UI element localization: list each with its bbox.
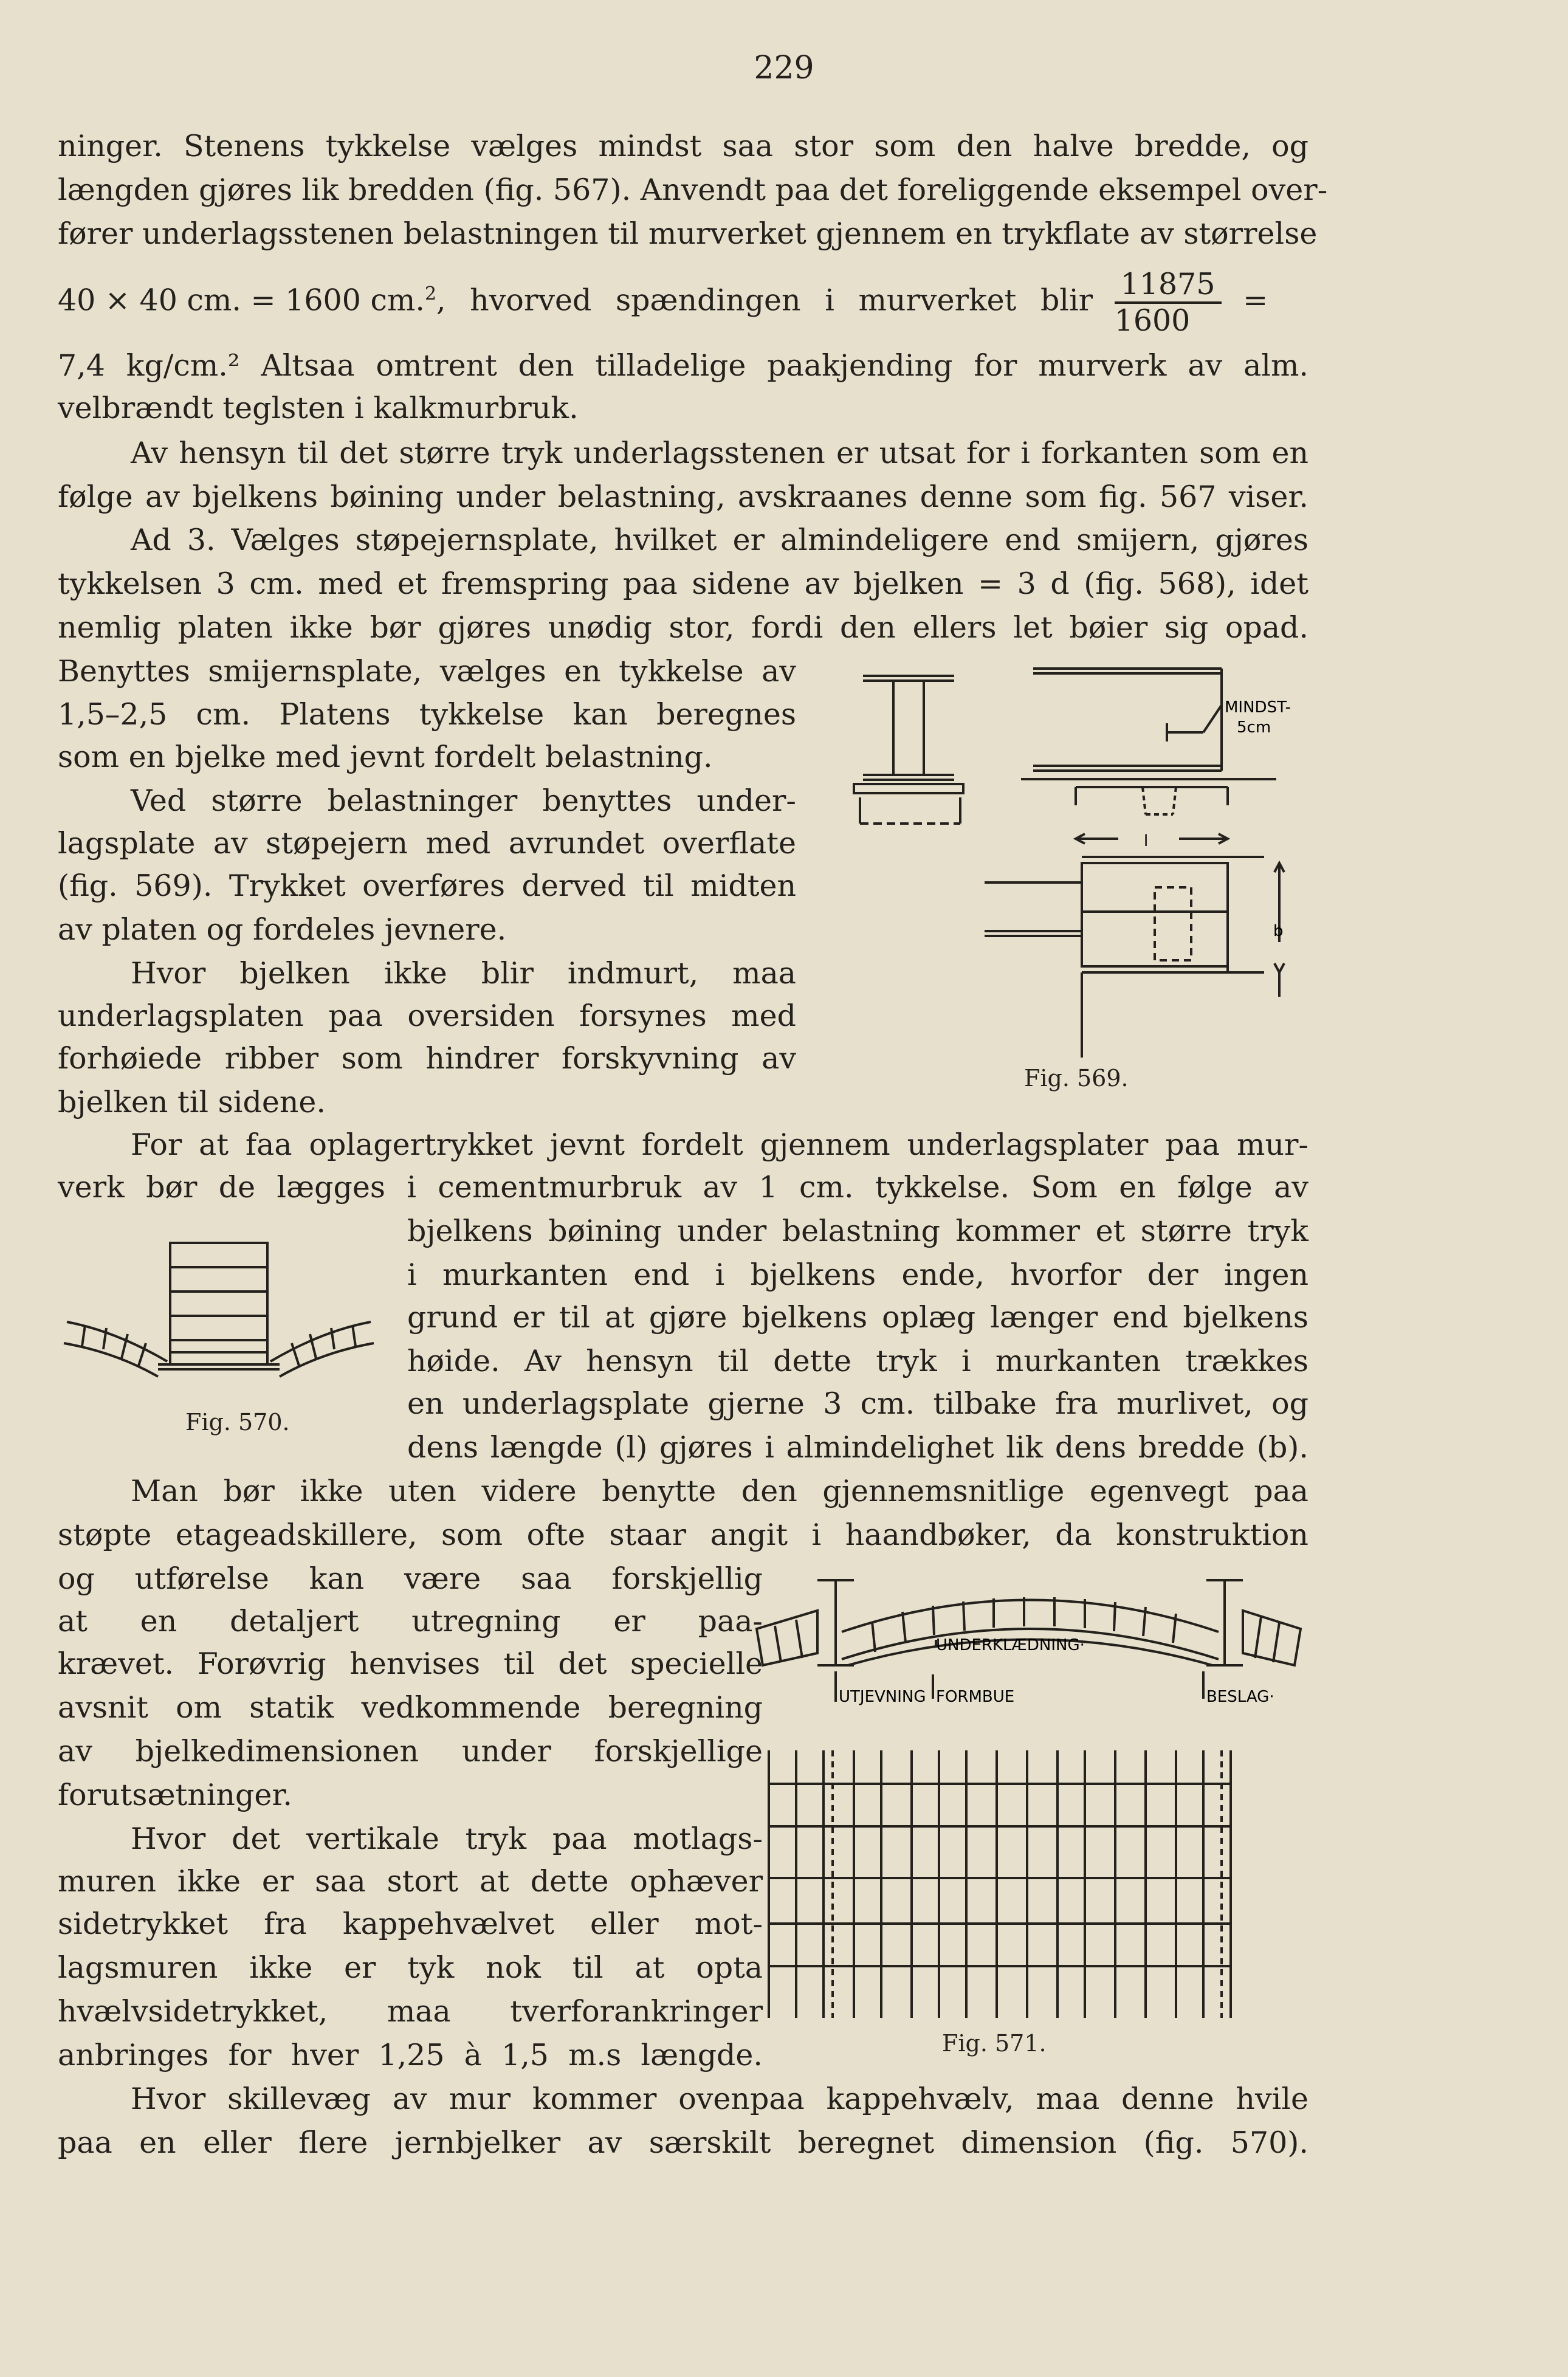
text-line: avsnit om statik vedkommende beregning: [58, 1690, 763, 1725]
text-line: Ad 3. Vælges støpejernsplate, hvilket er almindeligere end smijern, gjøres: [131, 523, 1308, 557]
label-5cm: 5cm: [1237, 718, 1271, 737]
text-line: lagsplate av støpejern med avrundet overflate: [58, 826, 796, 861]
label-beslag: BESLAG·: [1206, 1688, 1274, 1706]
text-line: Av hensyn til det større tryk underlagsstenen er utsat for i forkanten som en: [131, 436, 1308, 470]
text-line: Benyttes smijernsplate, vælges en tykkelse av: [58, 654, 796, 689]
text-line: hvælvsidetrykket, maa tverforankringer: [58, 1994, 763, 2029]
text-line: i murkanten end i bjelkens ende, hvorfor der ingen: [407, 1257, 1308, 1292]
formula-left: 40 × 40 cm. = 1600 cm.: [58, 283, 425, 318]
figure-569: [839, 656, 1313, 1070]
text-line: forhøiede ribber som hindrer forskyvning av: [58, 1041, 796, 1076]
formula-line: [58, 267, 1308, 338]
figure-571: [751, 1574, 1307, 2042]
text-line: ninger. Stenens tykkelse vælges mindst saa stor som den halve bredde, og: [58, 129, 1308, 163]
text-line: muren ikke er saa stort at dette ophæver: [58, 1864, 763, 1899]
text-line: anbringes for hver 1,25 à 1,5 m.s længde.: [58, 2038, 763, 2073]
text-line: følge av bjelkens bøining under belastning, avskraanes denne som fig. 567 viser.: [58, 480, 1308, 514]
text-line: nemlig platen ikke bør gjøres unødig stor, fordi den ellers let bøier sig opad.: [58, 610, 1308, 645]
label-b: b: [1273, 922, 1284, 940]
figure-570: [61, 1231, 377, 1407]
text-line: Hvor bjelken ikke blir indmurt, maa: [131, 956, 796, 991]
figure-571-caption: Fig. 571.: [942, 2030, 1047, 2057]
text-line: velbrændt teglsten i kalkmurbruk.: [58, 391, 579, 425]
text-line: Hvor det vertikale tryk paa motlags-: [131, 1821, 763, 1856]
figure-569-caption: Fig. 569.: [1024, 1065, 1129, 1092]
fraction-denominator: 1600: [1114, 303, 1191, 338]
text-line: av bjelkedimensionen under forskjellige: [58, 1734, 763, 1769]
text-line: Ved større belastninger benyttes under-: [131, 783, 796, 818]
page-number: 229: [754, 50, 814, 86]
text-line: 1,5–2,5 cm. Platens tykkelse kan beregnes: [58, 697, 796, 732]
formula-middle: , hvorved spændingen i murverket blir: [436, 283, 1093, 318]
text-line: paa en eller flere jernbjelker av særskilt beregnet dimension (fig. 570).: [58, 2125, 1308, 2160]
figure-570-caption: Fig. 570.: [185, 1409, 290, 1436]
formula-equals: =: [1243, 283, 1268, 318]
label-l: l: [1144, 832, 1149, 850]
label-utjevning: UTJEVNING: [839, 1688, 926, 1706]
text-line: at en detaljert utregning er paa-: [58, 1604, 763, 1639]
text-line: lagsmuren ikke er tyk nok til at opta: [58, 1950, 763, 1985]
text-line: Man bør ikke uten videre benytte den gjennemsnitlige egenvegt paa: [131, 1474, 1308, 1508]
text-line: som en bjelke med jevnt fordelt belastning.: [58, 740, 713, 774]
text-line: 7,4 kg/cm.² Altsaa omtrent den tilladelige paakjending for murverk av alm.: [58, 348, 1308, 383]
text-line: længden gjøres lik bredden (fig. 567). Anvendt paa det foreliggende eksempel over-: [58, 173, 1328, 207]
text-line: en underlagsplate gjerne 3 cm. tilbake fra murlivet, og: [407, 1386, 1308, 1421]
text-line: krævet. Forøvrig henvises til det specielle: [58, 1646, 763, 1681]
label-min: MINDST-: [1225, 698, 1291, 717]
text-line: verk bør de lægges i cementmurbruk av 1 cm. tykkelse. Som en følge av: [58, 1170, 1308, 1205]
text-line: grund er til at gjøre bjelkens oplæg længer end bjelkens: [407, 1300, 1308, 1335]
text-line: dens længde (l) gjøres i almindelighet lik dens bredde (b).: [407, 1430, 1308, 1465]
label-formbue: FORMBUE: [936, 1688, 1015, 1706]
text-line: underlagsplaten paa oversiden forsynes med: [58, 999, 796, 1033]
text-line: og utførelse kan være saa forskjellig: [58, 1561, 763, 1596]
fraction-numerator: 11875: [1115, 267, 1222, 304]
text-line: bjelken til sidene.: [58, 1085, 326, 1120]
text-line: høide. Av hensyn til dette tryk i murkanten trækkes: [407, 1344, 1308, 1378]
text-line: tykkelsen 3 cm. med et fremspring paa sidene av bjelken = 3 d (fig. 568), idet: [58, 566, 1308, 601]
text-line: Hvor skillevæg av mur kommer ovenpaa kappehvælv, maa denne hvile: [131, 2082, 1308, 2116]
label-underklaedning: UNDERKLÆDNING·: [936, 1636, 1085, 1654]
text-line: (fig. 569). Trykket overføres derved til midten: [58, 869, 796, 903]
text-line: For at faa oplagertrykket jevnt fordelt gjennem underlagsplater paa mur-: [131, 1127, 1308, 1162]
text-line: støpte etageadskillere, som ofte staar angit i haandbøker, da konstruktion: [58, 1518, 1308, 1552]
formula-sup: 2: [424, 283, 437, 305]
text-line: av platen og fordeles jevnere.: [58, 912, 507, 947]
text-line: forutsætninger.: [58, 1778, 292, 1812]
fraction: [1115, 267, 1222, 338]
text-line: bjelkens bøining under belastning kommer et større tryk: [407, 1214, 1308, 1248]
text-line: sidetrykket fra kappehvælvet eller mot-: [58, 1907, 763, 1941]
text-line: fører underlagsstenen belastningen til murverket gjennem en trykflate av størrelse: [58, 216, 1318, 251]
